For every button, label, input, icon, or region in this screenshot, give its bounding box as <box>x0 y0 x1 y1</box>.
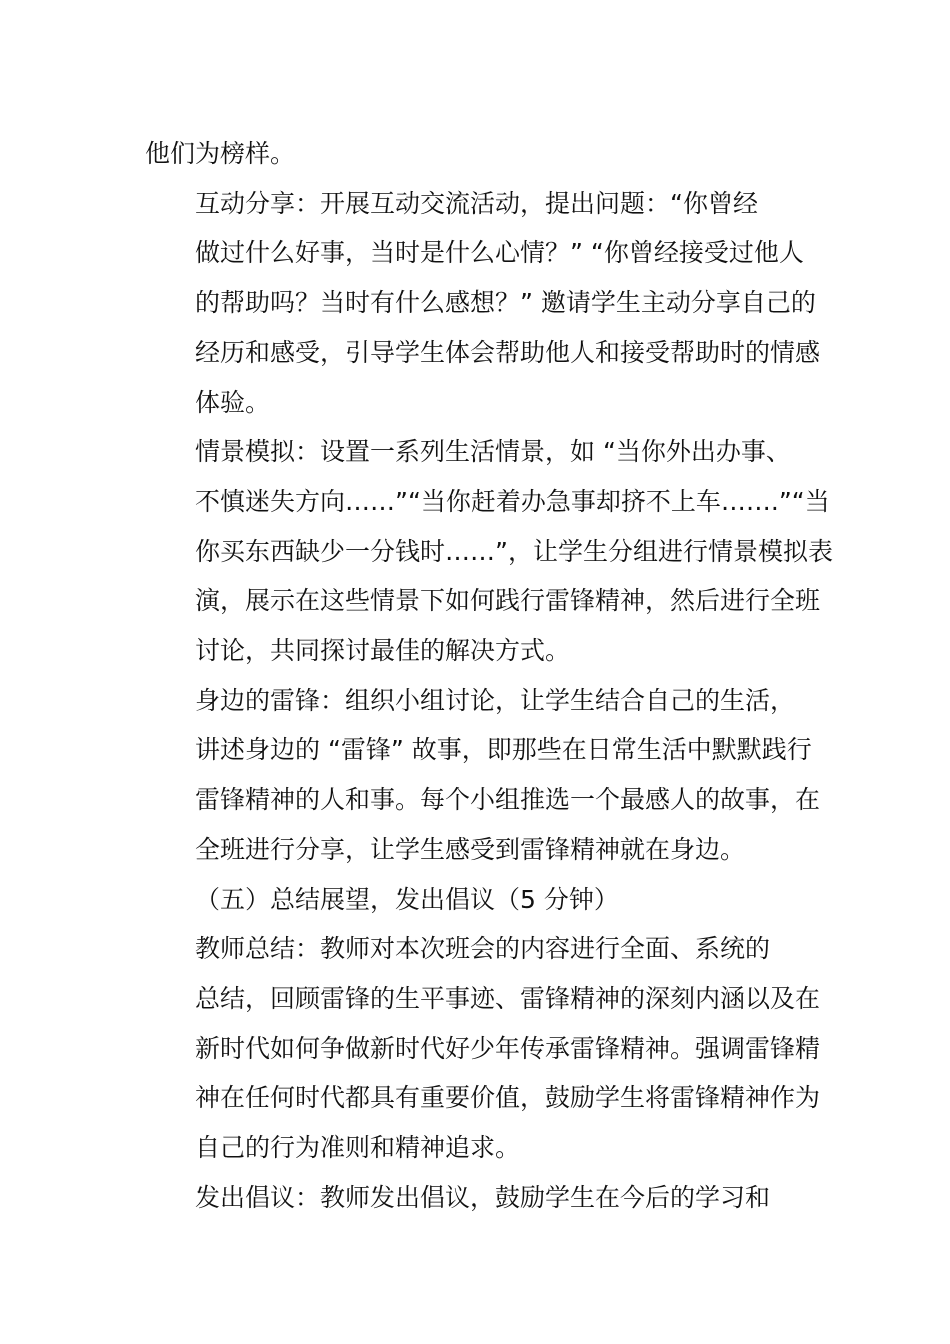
text-line: 情景模拟：设置一系列生活情景，如 “当你外出办事、 <box>195 437 791 467</box>
text-line: 教师总结：教师对本次班会的内容进行全面、系统的 <box>195 934 771 964</box>
text-line: 讨论，共同探讨最佳的解决方式。 <box>195 636 571 666</box>
text-line: 互动分享：开展互动交流活动，提出问题：“你曾经 <box>195 188 758 218</box>
text-line: 总结，回顾雷锋的生平事迹、雷锋精神的深刻内涵以及在 <box>195 983 821 1013</box>
text-line: 做过什么好事，当时是什么心情？” “你曾经接受过他人 <box>195 238 804 268</box>
paragraph-1 <box>145 129 810 179</box>
text-line: 新时代如何争做新时代好少年传承雷锋精神。强调雷锋精 <box>195 1033 821 1063</box>
text-line: 你买东西缺少一分钱时……”，让学生分组进行情景模拟表 <box>195 536 833 566</box>
text-line: 体验。 <box>195 387 271 417</box>
text-line: 身边的雷锋：组织小组讨论，让学生结合自己的生活， <box>195 685 796 715</box>
text-line: 全班进行分享，让学生感受到雷锋精神就在身边。 <box>195 834 746 864</box>
text-line: 发出倡议：教师发出倡议，鼓励学生在今后的学习和 <box>195 1182 771 1212</box>
text-line: 的帮助吗？当时有什么感想？” 邀请学生主动分享自己的 <box>195 288 816 318</box>
section-heading <box>145 875 810 925</box>
text-line: 演，展示在这些情景下如何践行雷锋精神，然后进行全班 <box>195 586 821 616</box>
text-line: （五）总结展望，发出倡议（5 分钟） <box>195 884 619 914</box>
text-line: 不慎迷失方向……”“当你赶着办急事却挤不上车…….”“当 <box>195 486 830 516</box>
text-line: 雷锋精神的人和事。每个小组推选一个最感人的故事，在 <box>195 785 821 815</box>
document-body <box>145 129 833 1222</box>
text-line: 他们为榜样。 <box>145 139 296 168</box>
paragraph-proposal <box>145 1173 810 1223</box>
text-line: 经历和感受，引导学生体会帮助他人和接受帮助时的情感 <box>195 337 821 367</box>
text-line: 神在任何时代都具有重要价值，鼓励学生将雷锋精神作为 <box>195 1083 821 1113</box>
text-line: 讲述身边的 “雷锋” 故事，即那些在日常生活中默默践行 <box>195 735 812 765</box>
paragraph-leifeng-around-us <box>145 676 821 875</box>
paragraph-interactive-sharing <box>145 179 821 428</box>
text-line: 自己的行为准则和精神追求。 <box>195 1133 521 1163</box>
paragraph-scenario-simulation <box>145 427 833 676</box>
paragraph-teacher-summary <box>145 924 821 1173</box>
